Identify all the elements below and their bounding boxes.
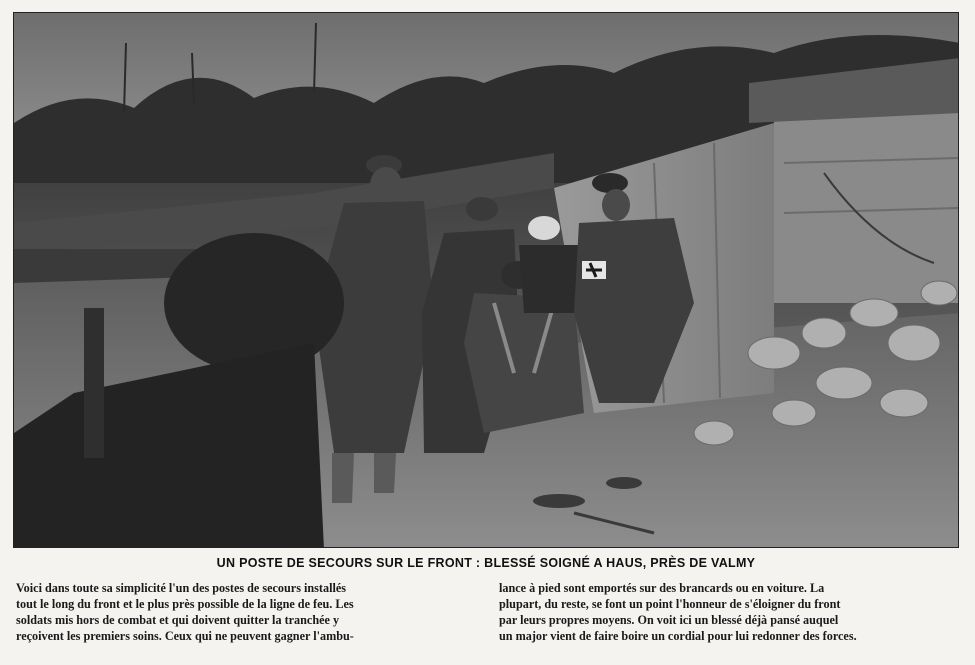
article-line: par leurs propres moyens. On voit ici un blessé déjà pansé auquel: [499, 613, 839, 627]
article-line: Voici dans toute sa simplicité l'un des postes de secours installés: [16, 581, 346, 595]
article-column-left: [16, 580, 472, 644]
article-column-right: [499, 580, 959, 644]
article-line: lance à pied sont emportés sur des brancards ou en voiture. La: [499, 581, 825, 595]
article-line: tout le long du front et le plus près possible de la ligne de feu. Les: [16, 597, 354, 611]
shed-right: [774, 103, 959, 303]
photo-caption-title: UN POSTE DE SECOURS SUR LE FRONT : BLESSÉ SOIGNÉ A HAUS, PRÈS DE VALMY: [216, 556, 756, 570]
article-line: soldats mis hors de combat et qui doivent quitter la tranchée y: [16, 613, 340, 627]
photograph-trench-aid-post: [13, 12, 959, 548]
article-line: un major vient de faire boire un cordial pour lui redonner des forces.: [499, 629, 857, 643]
article-line: reçoivent les premiers soins. Ceux qui ne peuvent gagner l'ambu-: [16, 629, 354, 643]
article-line: plupart, du reste, se font un point l'honneur de s'éloigner du front: [499, 597, 841, 611]
